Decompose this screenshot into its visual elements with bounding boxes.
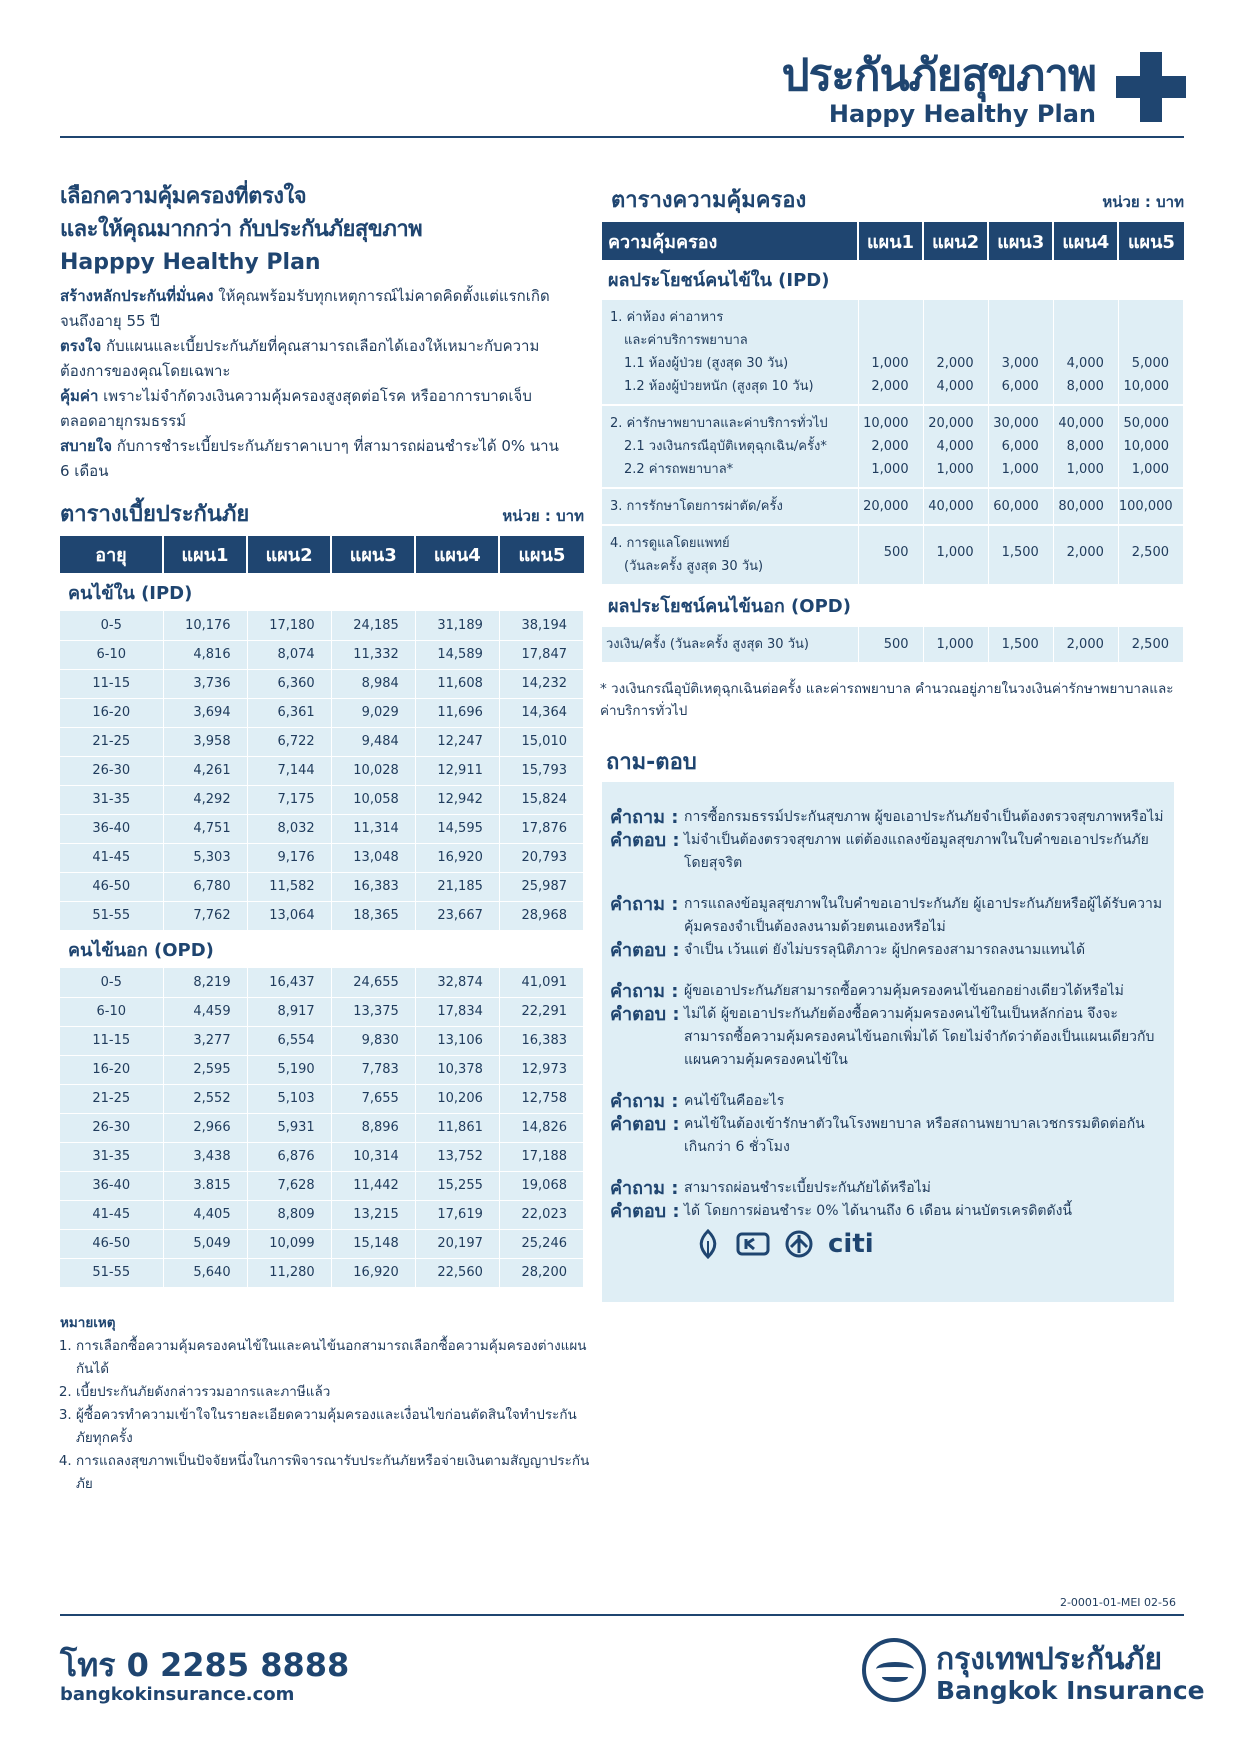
premium-cell: 16,920 (331, 1258, 415, 1287)
age-range-cell: 11-15 (60, 669, 163, 698)
qa-question: คำถาม : การแถลงข้อมูลสุขภาพในใบคำขอเอาประกันภัย ผู้เอาประกันภัยหรือผู้ได้รับความคุ้มครองจำเป็นต้องลงนามด้วยตนเองหรือไม่ (610, 894, 1163, 935)
table-row (60, 1258, 584, 1287)
premium-cell: 22,560 (415, 1258, 499, 1287)
col-plan5: แผน5 (1118, 222, 1183, 260)
premium-cell: 8,219 (163, 968, 247, 997)
row-label: 4. การดูแลโดยแพทย์ (610, 536, 730, 551)
premium-cell: 3.815 (163, 1171, 247, 1200)
premium-cell: 6,876 (247, 1142, 331, 1171)
premium-cell: 13,215 (331, 1200, 415, 1229)
premium-cell: 15,824 (499, 785, 583, 814)
premium-cell: 9,029 (331, 698, 415, 727)
premium-cell: 12,973 (499, 1055, 583, 1084)
premium-cell: 14,595 (415, 814, 499, 843)
premium-cell: 28,968 (499, 901, 583, 930)
opd-benefit-label: ผลประโยชน์คนไข้นอก (OPD) (602, 585, 1184, 627)
table-row (60, 611, 584, 640)
premium-cell: 8,809 (247, 1200, 331, 1229)
intro-section (60, 180, 560, 484)
premium-cell: 32,874 (415, 968, 499, 997)
premium-cell: 7,655 (331, 1084, 415, 1113)
premium-cell: 14,364 (499, 698, 583, 727)
premium-cell: 17,876 (499, 814, 583, 843)
premium-cell: 7,762 (163, 901, 247, 930)
premium-cell: 13,375 (331, 997, 415, 1026)
premium-cell: 16,383 (331, 872, 415, 901)
premium-table-heading (60, 496, 584, 526)
premium-cell: 7,783 (331, 1055, 415, 1084)
premium-cell: 9,176 (247, 843, 331, 872)
age-range-cell: 21-25 (60, 1084, 163, 1113)
premium-cell: 6,554 (247, 1026, 331, 1055)
intro-point: สร้างหลักประกันที่มั่นคง ให้คุณพร้อมรับทุกเหตุการณ์ไม่คาดคิดตั้งแต่แรกเกิดจนถึงอายุ 55 ปี (60, 287, 550, 330)
premium-cell: 6,360 (247, 669, 331, 698)
premium-unit-label: หน่วย : บาท (502, 507, 584, 525)
premium-cell: 9,830 (331, 1026, 415, 1055)
table-row (60, 1171, 584, 1200)
premium-cell: 14,232 (499, 669, 583, 698)
premium-cell: 10,314 (331, 1142, 415, 1171)
premium-cell: 28,200 (499, 1258, 583, 1287)
premium-cell: 4,816 (163, 640, 247, 669)
intro-point: ตรงใจ กับแผนและเบี้ยประกันภัยที่คุณสามารถเลือกได้เองให้เหมาะกับความต้องการของคุณโดยเฉพาะ (60, 337, 540, 380)
col-plan4: แผน4 (1053, 222, 1118, 260)
premium-cell: 4,261 (163, 756, 247, 785)
premium-cell: 9,484 (331, 727, 415, 756)
note-item: 4. การแถลงสุขภาพเป็นปัจจัยหนึ่งในการพิจารณารับประกันภัยหรือจ่ายเงินตามสัญญาประกันภัย (76, 1450, 590, 1496)
contact-phone: โทร 0 2285 8888 (60, 1646, 350, 1684)
table-row (60, 669, 584, 698)
qa-question: คำถาม : ผู้ขอเอาประกันภัยสามารถซื้อความคุ้มครองคนไข้นอกอย่างเดียวได้หรือไม่ (610, 981, 1124, 1002)
table-row (60, 1026, 584, 1055)
col-plan4: แผน4 (415, 536, 499, 573)
premium-cell: 20,793 (499, 843, 583, 872)
age-range-cell: 0-5 (60, 968, 163, 997)
premium-cell: 5,049 (163, 1229, 247, 1258)
table-row (60, 968, 584, 997)
notes-title: หมายเหตุ (60, 1315, 116, 1331)
row-label: (วันละครั้ง สูงสุด 30 วัน) (624, 559, 764, 574)
premium-cell: 3,277 (163, 1026, 247, 1055)
premium-cell: 5,103 (247, 1084, 331, 1113)
premium-cell: 2,595 (163, 1055, 247, 1084)
coverage-row-doctor: 4. การดูแลโดยแพทย์ (วันละครั้ง สูงสุด 30 วัน) 500 1,000 1,500 2,000 2,500 (602, 525, 1184, 585)
age-range-cell: 41-45 (60, 843, 163, 872)
table-row (60, 756, 584, 785)
premium-cell: 10,378 (415, 1055, 499, 1084)
intro-headline-3: Happpy Healthy Plan (60, 250, 321, 275)
premium-cell: 16,920 (415, 843, 499, 872)
row-label: 2.1 วงเงินกรณีอุบัติเหตุฉุกเฉิน/ครั้ง* (624, 439, 827, 454)
age-range-cell: 11-15 (60, 1026, 163, 1055)
premium-cell: 3,736 (163, 669, 247, 698)
premium-cell: 7,144 (247, 756, 331, 785)
col-plan3: แผน3 (988, 222, 1053, 260)
bangkok-insurance-logo-icon (862, 1638, 926, 1702)
premium-table-title: ตารางเบี้ยประกันภัย (60, 502, 250, 527)
age-range-cell: 21-25 (60, 727, 163, 756)
premium-cell: 25,987 (499, 872, 583, 901)
premium-cell: 8,917 (247, 997, 331, 1026)
premium-cell: 31,189 (415, 611, 499, 640)
premium-cell: 5,640 (163, 1258, 247, 1287)
premium-cell: 38,194 (499, 611, 583, 640)
premium-cell: 10,028 (331, 756, 415, 785)
age-range-cell: 46-50 (60, 872, 163, 901)
row-label: 2.2 ค่ารถพยาบาล* (624, 462, 734, 477)
premium-cell: 5,190 (247, 1055, 331, 1084)
row-label: 2. ค่ารักษาพยาบาลและค่าบริการทั่วไป (610, 416, 828, 431)
premium-cell: 17,834 (415, 997, 499, 1026)
ipd-benefit-label: ผลประโยชน์คนไข้ใน (IPD) (602, 260, 1184, 300)
table-row (60, 1084, 584, 1113)
col-plan2: แผน2 (247, 536, 331, 573)
citi-icon: citi (828, 1229, 874, 1259)
premium-cell: 6,722 (247, 727, 331, 756)
premium-cell: 16,383 (499, 1026, 583, 1055)
premium-cell: 12,911 (415, 756, 499, 785)
age-range-cell: 51-55 (60, 1258, 163, 1287)
coverage-table-title: ตารางความคุ้มครอง (611, 188, 807, 213)
coverage-row-medical: 2. ค่ารักษาพยาบาลและค่าบริการทั่วไป 2.1 วงเงินกรณีอุบัติเหตุฉุกเฉิน/ครั้ง* 2.2 ค่ารถพยาบาล* 10,000 2,000 1,000 20,000 4,000 1,000 30,000 6,000 1,000 40,000 8,000 1,000 50,000 10,000 1,000 (602, 405, 1184, 488)
qa-answer: คำตอบ : คนไข้ในต้องเข้ารักษาตัวในโรงพยาบาล หรือสถานพยาบาลเวชกรรมติดต่อกันเกินกว่า 6 ชั่วโมง (610, 1114, 1145, 1155)
premium-cell: 8,032 (247, 814, 331, 843)
premium-cell: 2,552 (163, 1084, 247, 1113)
row-label: และค่าบริการพยาบาล (624, 333, 748, 348)
header-divider (60, 136, 1184, 138)
qa-question: คำถาม : การซื้อกรมธรรม์ประกันสุขภาพ ผู้ขอเอาประกันภัยจำเป็นต้องตรวจสุขภาพหรือไม่ (610, 807, 1164, 828)
premium-cell: 24,185 (331, 611, 415, 640)
table-row (60, 1200, 584, 1229)
premium-cell: 10,176 (163, 611, 247, 640)
note-item: 2. เบี้ยประกันภัยดังกล่าวรวมอากรและภาษีแล้ว (76, 1381, 590, 1404)
age-range-cell: 36-40 (60, 1171, 163, 1200)
col-coverage: ความคุ้มครอง (602, 222, 858, 260)
premium-cell: 17,188 (499, 1142, 583, 1171)
premium-cell: 22,023 (499, 1200, 583, 1229)
premium-cell: 3,694 (163, 698, 247, 727)
premium-cell: 24,655 (331, 968, 415, 997)
premium-cell: 4,405 (163, 1200, 247, 1229)
premium-cell: 11,314 (331, 814, 415, 843)
row-label: 1.2 ห้องผู้ป่วยหนัก (สูงสุด 10 วัน) (624, 379, 814, 394)
premium-cell: 4,751 (163, 814, 247, 843)
premium-cell: 10,099 (247, 1229, 331, 1258)
table-row (60, 1142, 584, 1171)
premium-cell: 5,303 (163, 843, 247, 872)
table-row (60, 1055, 584, 1084)
table-row (60, 640, 584, 669)
age-range-cell: 0-5 (60, 611, 163, 640)
age-range-cell: 26-30 (60, 756, 163, 785)
premium-cell: 7,175 (247, 785, 331, 814)
premium-cell: 14,826 (499, 1113, 583, 1142)
table-row (60, 1229, 584, 1258)
intro-headline-2: และให้คุณมากกว่า กับประกันภัยสุขภาพ (60, 217, 423, 242)
premium-cell: 21,185 (415, 872, 499, 901)
premium-cell: 12,942 (415, 785, 499, 814)
qa-title: ถาม-ตอบ (606, 750, 697, 775)
opd-section-label: คนไข้นอก (OPD) (60, 930, 584, 968)
col-plan2: แผน2 (923, 222, 988, 260)
intro-headline-1: เลือกความคุ้มครองที่ตรงใจ (60, 184, 307, 209)
note-item: 1. การเลือกซื้อความคุ้มครองคนไข้ในและคนไข้นอกสามารถเลือกซื้อความคุ้มครองต่างแผนกันได้ (76, 1335, 590, 1381)
age-range-cell: 26-30 (60, 1113, 163, 1142)
page-subtitle: Happy Healthy Plan (828, 100, 1096, 128)
premium-cell: 23,667 (415, 901, 499, 930)
col-plan3: แผน3 (331, 536, 415, 573)
premium-cell: 11,861 (415, 1113, 499, 1142)
page-title: ประกันภัยสุขภาพ (781, 50, 1096, 101)
coverage-unit-label: หน่วย : บาท (1102, 193, 1184, 211)
premium-cell: 2,966 (163, 1113, 247, 1142)
premium-cell: 12,758 (499, 1084, 583, 1113)
premium-cell: 7,628 (247, 1171, 331, 1200)
age-range-cell: 31-35 (60, 1142, 163, 1171)
premium-cell: 22,291 (499, 997, 583, 1026)
coverage-footnote: * วงเงินกรณีอุบัติเหตุฉุกเฉินต่อครั้ง และค่ารถพยาบาล คำนวณอยู่ภายในวงเงินค่ารักษาพยาบาลและค่าบริการทั่วไป (600, 681, 1174, 719)
age-range-cell: 6-10 (60, 640, 163, 669)
premium-cell: 13,064 (247, 901, 331, 930)
premium-cell: 11,442 (331, 1171, 415, 1200)
coverage-table (602, 222, 1184, 664)
table-row (60, 843, 584, 872)
premium-cell: 15,793 (499, 756, 583, 785)
premium-cell: 13,106 (415, 1026, 499, 1055)
note-item: 3. ผู้ซื้อควรทำความเข้าใจในรายละเอียดความคุ้มครองและเงื่อนไขก่อนตัดสินใจทำประกันภัยทุกครั้ง (76, 1404, 590, 1450)
table-row (60, 901, 584, 930)
kbank-icon (736, 1231, 770, 1257)
row-label: 1.1 ห้องผู้ป่วย (สูงสุด 30 วัน) (624, 356, 789, 371)
premium-cell: 14,589 (415, 640, 499, 669)
coverage-row-surgery: 3. การรักษาโดยการผ่าตัด/ครั้ง 20,000 40,000 60,000 80,000 100,000 (602, 488, 1184, 525)
qa-answer: คำตอบ : ไม่จำเป็นต้องตรวจสุขภาพ แต่ต้องแถลงข้อมูลสุขภาพในใบคำขอเอาประกันภัยโดยสุจริต (610, 830, 1149, 871)
premium-cell: 8,984 (331, 669, 415, 698)
premium-cell: 11,582 (247, 872, 331, 901)
footer-divider (60, 1614, 1184, 1616)
premium-cell: 20,197 (415, 1229, 499, 1258)
ipd-section-label: คนไข้ใน (IPD) (60, 573, 584, 611)
qa-answer: คำตอบ : จำเป็น เว้นแต่ ยังไม่บรรลุนิติภาวะ ผู้ปกครองสามารถลงนามแทนได้ (610, 940, 1086, 961)
premium-cell: 8,074 (247, 640, 331, 669)
website-link[interactable]: bangkokinsurance.com (60, 1684, 295, 1705)
coverage-row-opd: วงเงิน/ครั้ง (วันละครั้ง สูงสุด 30 วัน) 500 1,000 1,500 2,000 2,500 (602, 627, 1184, 663)
premium-cell: 4,459 (163, 997, 247, 1026)
premium-cell: 4,292 (163, 785, 247, 814)
premium-cell: 19,068 (499, 1171, 583, 1200)
premium-cell: 11,280 (247, 1258, 331, 1287)
premium-cell: 10,058 (331, 785, 415, 814)
col-plan1: แผน1 (858, 222, 923, 260)
age-range-cell: 41-45 (60, 1200, 163, 1229)
premium-cell: 11,608 (415, 669, 499, 698)
age-range-cell: 16-20 (60, 1055, 163, 1084)
premium-cell: 18,365 (331, 901, 415, 930)
notes-section (60, 1312, 590, 1496)
premium-cell: 15,255 (415, 1171, 499, 1200)
premium-cell: 15,010 (499, 727, 583, 756)
brand-name-th: กรุงเทพประกันภัย (936, 1642, 1163, 1677)
premium-cell: 11,696 (415, 698, 499, 727)
premium-cell: 16,437 (247, 968, 331, 997)
table-row (60, 1113, 584, 1142)
table-row (60, 814, 584, 843)
age-range-cell: 16-20 (60, 698, 163, 727)
qa-panel (602, 782, 1174, 1302)
premium-cell: 3,958 (163, 727, 247, 756)
table-row (60, 698, 584, 727)
intro-point: คุ้มค่า เพราะไม่จำกัดวงเงินความคุ้มครองสูงสุดต่อโรค หรืออาการบาดเจ็บตลอดอายุกรมธรรม์ (60, 387, 532, 430)
premium-cell: 41,091 (499, 968, 583, 997)
premium-cell: 12,247 (415, 727, 499, 756)
qa-answer: คำตอบ : ไม่ได้ ผู้ขอเอาประกันภัยต้องซื้อความคุ้มครองคนไข้ในเป็นหลักก่อน จึงจะสามารถซื้อความคุ้มครองคนไข้นอกเพิ่มได้ โดยไม่จำกัดว่าต้องเป็นแผนเดียวกับแผนความคุ้มครองคนไข้ใน (610, 1004, 1155, 1068)
col-plan1: แผน1 (163, 536, 247, 573)
coverage-table-heading (607, 182, 1184, 212)
document-code: 2-0001-01-MEI 02-56 (1059, 1596, 1176, 1609)
age-range-cell: 31-35 (60, 785, 163, 814)
qa-answer: คำตอบ : ได้ โดยการผ่อนชำระ 0% ได้นานถึง 6 เดือน ผ่านบัตรเครดิตดังนี้ (610, 1201, 1072, 1222)
age-range-cell: 6-10 (60, 997, 163, 1026)
premium-cell: 13,048 (331, 843, 415, 872)
qa-question: คำถาม : คนไข้ในคืออะไร (610, 1091, 785, 1112)
col-plan5: แผน5 (499, 536, 583, 573)
premium-cell: 17,847 (499, 640, 583, 669)
row-label: 1. ค่าห้อง ค่าอาหาร (610, 310, 724, 325)
premium-cell: 25,246 (499, 1229, 583, 1258)
table-row (60, 997, 584, 1026)
premium-cell: 5,931 (247, 1113, 331, 1142)
scb-icon (784, 1229, 814, 1259)
coverage-row-room: 1. ค่าห้อง ค่าอาหาร และค่าบริการพยาบาล 1.1 ห้องผู้ป่วย (สูงสุด 30 วัน) 1.2 ห้องผู้ป่วยหนัก (สูงสุด 10 วัน) 1,000 2,000 2,000 4,000 3,000 6,000 4,000 8,000 5,000 10,000 (602, 300, 1184, 405)
premium-cell: 3,438 (163, 1142, 247, 1171)
premium-cell: 6,780 (163, 872, 247, 901)
table-row (60, 727, 584, 756)
premium-table (60, 536, 584, 1288)
premium-cell: 10,206 (415, 1084, 499, 1113)
premium-cell: 8,896 (331, 1113, 415, 1142)
premium-cell: 15,148 (331, 1229, 415, 1258)
intro-point: สบายใจ กับการชำระเบี้ยประกันภัยราคาเบาๆ ที่สามารถผ่อนชำระได้ 0% นาน 6 เดือน (60, 437, 559, 480)
qa-question: คำถาม : สามารถผ่อนชำระเบี้ยประกันภัยได้หรือไม่ (610, 1178, 931, 1199)
premium-cell: 6,361 (247, 698, 331, 727)
age-range-cell: 51-55 (60, 901, 163, 930)
credit-card-logos (694, 1229, 1164, 1259)
premium-cell: 13,752 (415, 1142, 499, 1171)
lotus-bank-icon (694, 1229, 722, 1259)
premium-cell: 17,180 (247, 611, 331, 640)
age-range-cell: 46-50 (60, 1229, 163, 1258)
table-row (60, 785, 584, 814)
premium-cell: 17,619 (415, 1200, 499, 1229)
brand-name-en: Bangkok Insurance (936, 1676, 1205, 1705)
plus-cross-icon (1116, 52, 1186, 122)
col-age: อายุ (60, 536, 163, 573)
premium-cell: 11,332 (331, 640, 415, 669)
table-row (60, 872, 584, 901)
age-range-cell: 36-40 (60, 814, 163, 843)
